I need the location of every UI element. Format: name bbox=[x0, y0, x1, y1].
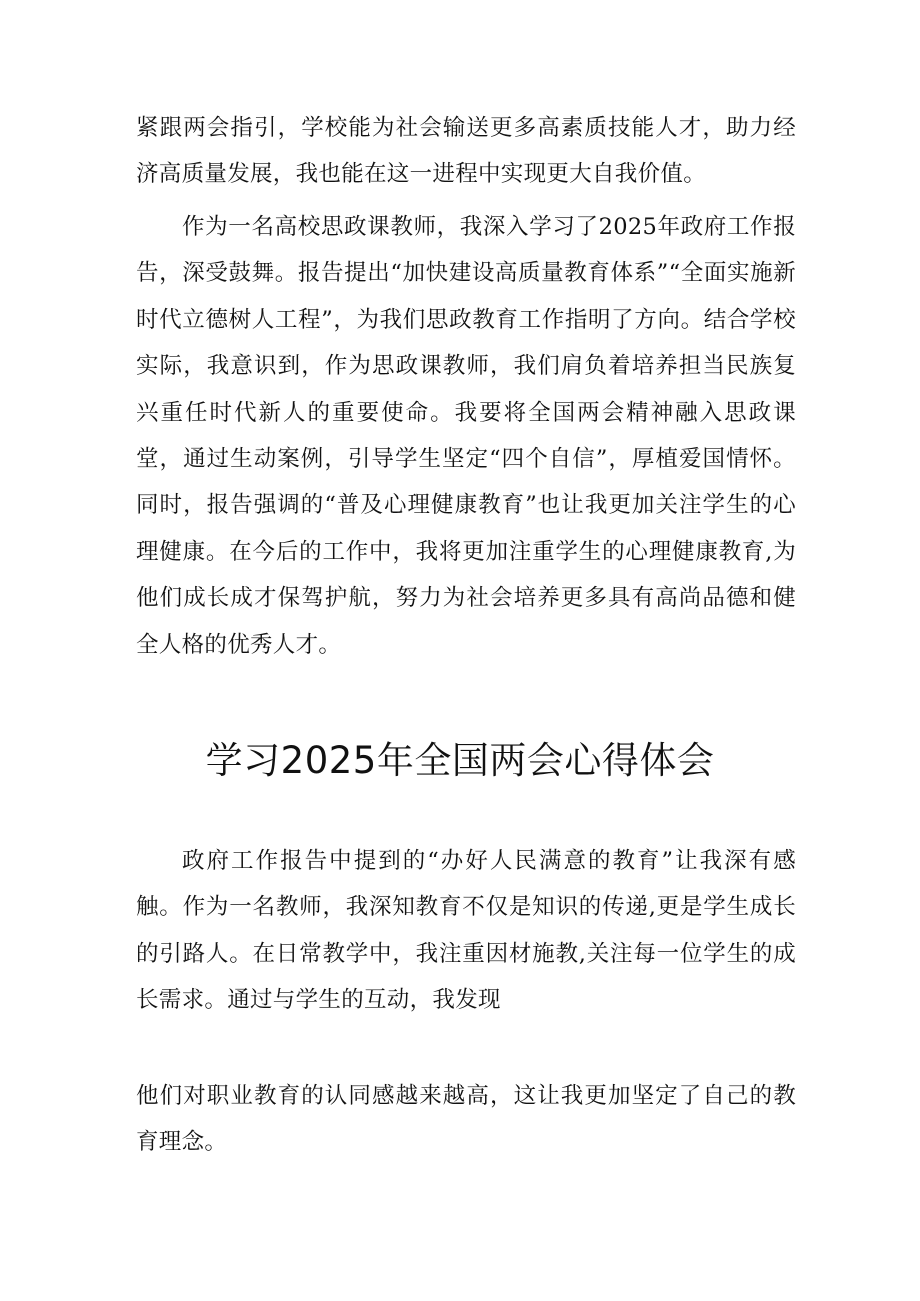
section-paragraph-1: 政府工作报告中提到的“办好人民满意的教育”让我深有感触。作为一名教师，我深知教育不仅是知识的传递,更是学生成长的引路人。在日常教学中，我注重因材施教,关注每一位学生的成长需求。通过与学生的互动，我发现 bbox=[136, 848, 796, 1014]
paragraph-teacher-reflection: 作为一名高校思政课教师，我深入学习了2025年政府工作报告，深受鼓舞。报告提出“加快建设高质量教育体系”“全面实施新时代立德树人工程”，为我们思政教育工作指明了方向。结合学校实际，我意识到，作为思政课教师，我们肩负着培养担当民族复兴重任时代新人的重要使命。我要将全国两会精神融入思政课堂，通过生动案例，引导学生坚定“四个自信”，厚植爱国情怀。同时，报告强调的“普及心理健康教育”也让我更加关注学生的心理健康。在今后的工作中，我将更加注重学生的心理健康教育,为他们成长成才保驾护航，努力为社会培养更多具有高尚品德和健全人格的优秀人才。 bbox=[136, 214, 796, 658]
paragraph-continuation: 紧跟两会指引，学校能为社会输送更多高素质技能人才，助力经济高质量发展，我也能在这一进程中实现更大自我价值。 bbox=[136, 115, 796, 188]
section-title: 学习2025年全国两会心得体会 bbox=[205, 739, 715, 782]
section-paragraph-2: 他们对职业教育的认同感越来越高，这让我更加坚定了自己的教育理念。 bbox=[136, 1083, 796, 1156]
